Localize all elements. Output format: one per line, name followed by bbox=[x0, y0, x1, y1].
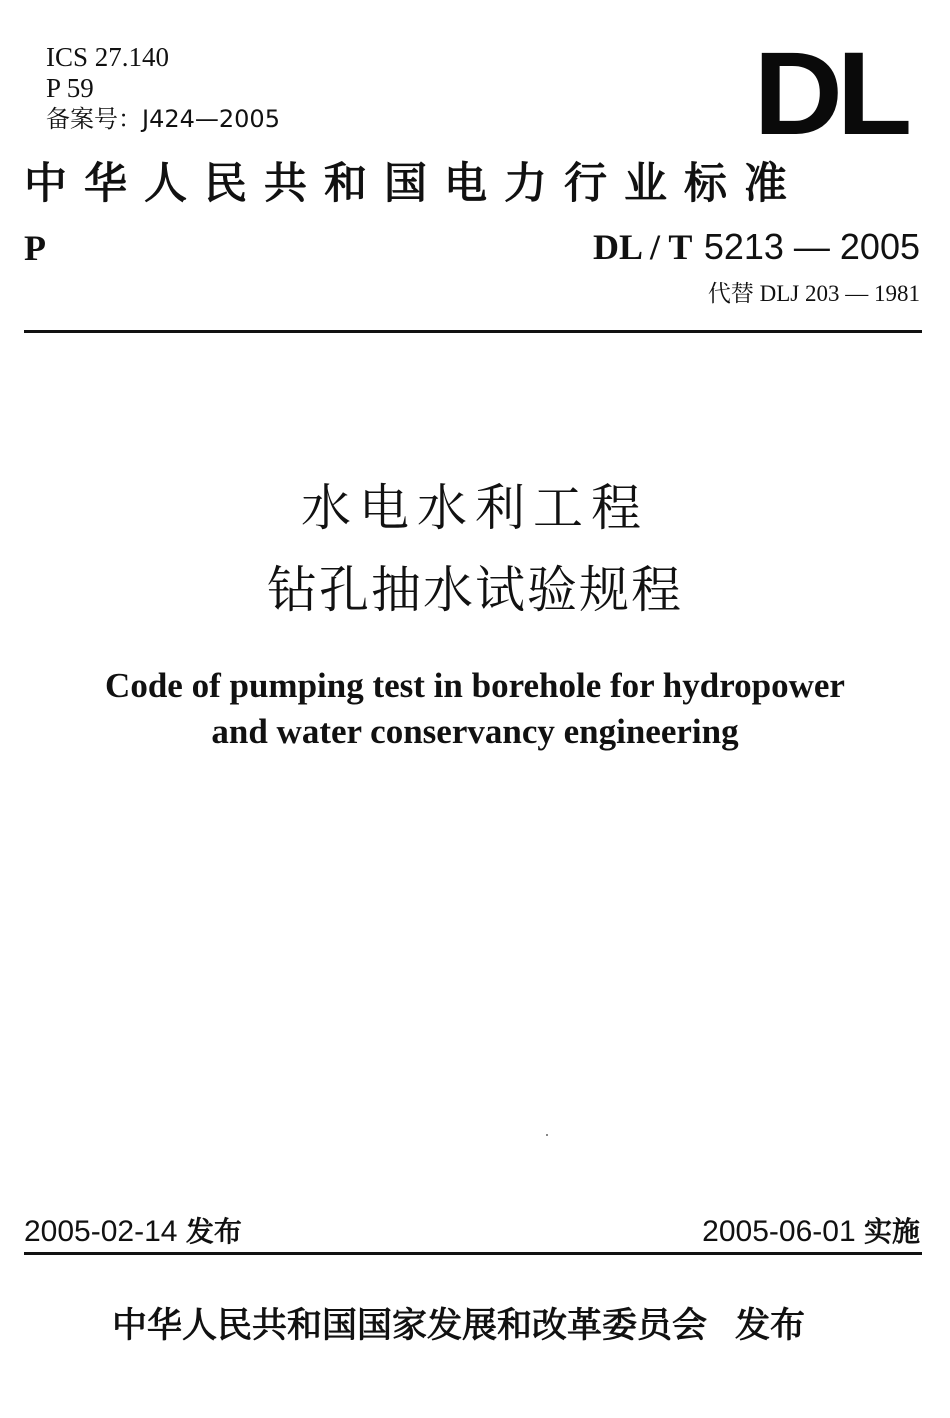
industry-standard-title: 中华人民共和国电力行业标准 bbox=[24, 159, 804, 209]
implementation-date-value: 2005-06-01 bbox=[702, 1215, 856, 1248]
publisher bbox=[112, 1302, 805, 1350]
title-en-line1: Code of pumping test in borehole for hydropower bbox=[105, 666, 845, 705]
record-number bbox=[46, 104, 280, 134]
issue-date bbox=[24, 1212, 242, 1252]
implementation-date bbox=[702, 1212, 920, 1252]
record-label: 备案号： bbox=[46, 105, 142, 133]
replaces-standard: 代替 DLJ 203 — 1981 bbox=[707, 281, 920, 306]
standard-category: P bbox=[24, 228, 46, 268]
record-value: J424—2005 bbox=[142, 105, 280, 133]
issue-date-value: 2005-02-14 bbox=[24, 1215, 178, 1248]
classification-code: P 59 bbox=[46, 73, 94, 103]
scan-speck bbox=[546, 1134, 548, 1136]
standard-prefix: DL / T bbox=[592, 227, 693, 267]
publisher-action: 发布 bbox=[735, 1305, 806, 1346]
top-divider bbox=[24, 330, 922, 333]
standard-number bbox=[593, 226, 920, 269]
implementation-label: 实施 bbox=[863, 1215, 920, 1248]
title-cn-line1: 水电水利工程 bbox=[301, 479, 649, 537]
title-en-line2: and water conservancy engineering bbox=[211, 712, 739, 751]
bottom-divider bbox=[24, 1252, 922, 1255]
standard-number-value: 5213 — 2005 bbox=[703, 226, 920, 267]
title-cn-line2: 钻孔抽水试验规程 bbox=[267, 561, 683, 619]
publisher-name: 中华人民共和国国家发展和改革委员会 bbox=[112, 1305, 708, 1346]
dl-logo: DL bbox=[753, 28, 906, 160]
issue-label: 发布 bbox=[185, 1215, 242, 1248]
ics-code: ICS 27.140 bbox=[46, 42, 170, 72]
